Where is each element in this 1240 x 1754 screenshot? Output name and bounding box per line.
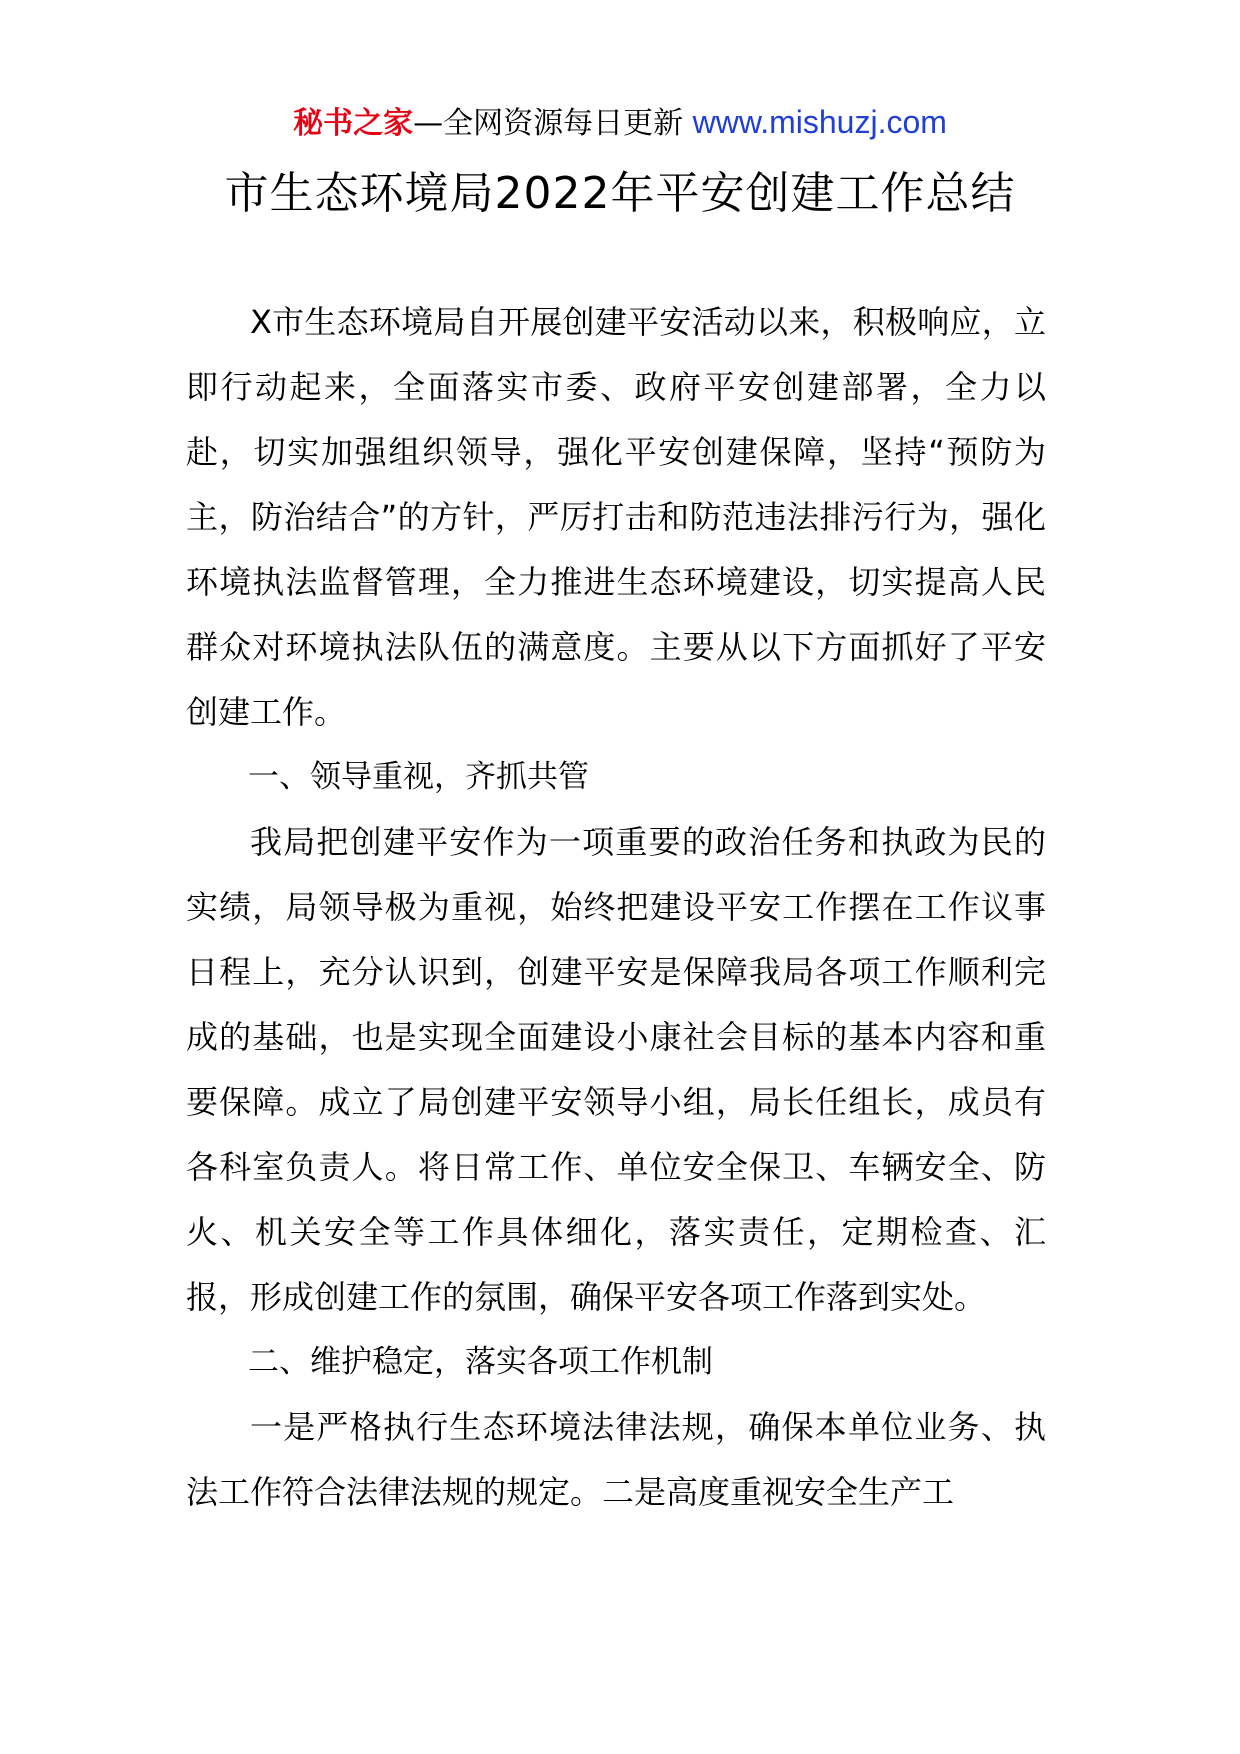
section-heading-1: 一、领导重视，齐抓共管 [248,759,589,795]
paragraph-intro: X市生态环境局自开展创建平安活动以来，积极响应，立即行动起来，全面落实市委、政府平安创建部署，全力以赴，切实加强组织领导，强化平安创建保障，坚持“预防为主，防治结合”的方针，严厉打击和防范违法排污行为，强化环境执法监督管理，全力推进生态环境建设，切实提高人民群众对环境执法队伍的满意度。主要从以下方面抓好了平安创建工作。 [186,303,1046,731]
document-body [186,290,1046,1525]
paragraph-section-2: 一是严格执行生态环境法律法规，确保本单位业务、执法工作符合法律法规的规定。二是高度重视安全生产工 [186,1408,1046,1511]
brand-name: 秘书之家 [293,106,414,141]
document-title: 市生态环境局2022年平安创建工作总结 [224,168,1016,219]
paragraph-section-1: 我局把创建平安作为一项重要的政治任务和执政为民的实绩，局领导极为重视，始终把建设平安工作摆在工作议事日程上，充分认识到，创建平安是保障我局各项工作顺利完成的基础，也是实现全面建设小康社会目标的基本内容和重要保障。成立了局创建平安领导小组，局长任组长，成员有各科室负责人。将日常工作、单位安全保卫、车辆安全、防火、机关安全等工作具体细化，落实责任，定期检查、汇报，形成创建工作的氛围，确保平安各项工作落到实处。 [186,823,1046,1316]
header-tagline: —全网资源每日更新 [413,106,684,141]
watermark-header [0,100,1240,146]
section-heading-2: 二、维护稳定，落实各项工作机制 [248,1344,713,1380]
site-url-link[interactable]: www.mishuzj.com [692,104,947,140]
